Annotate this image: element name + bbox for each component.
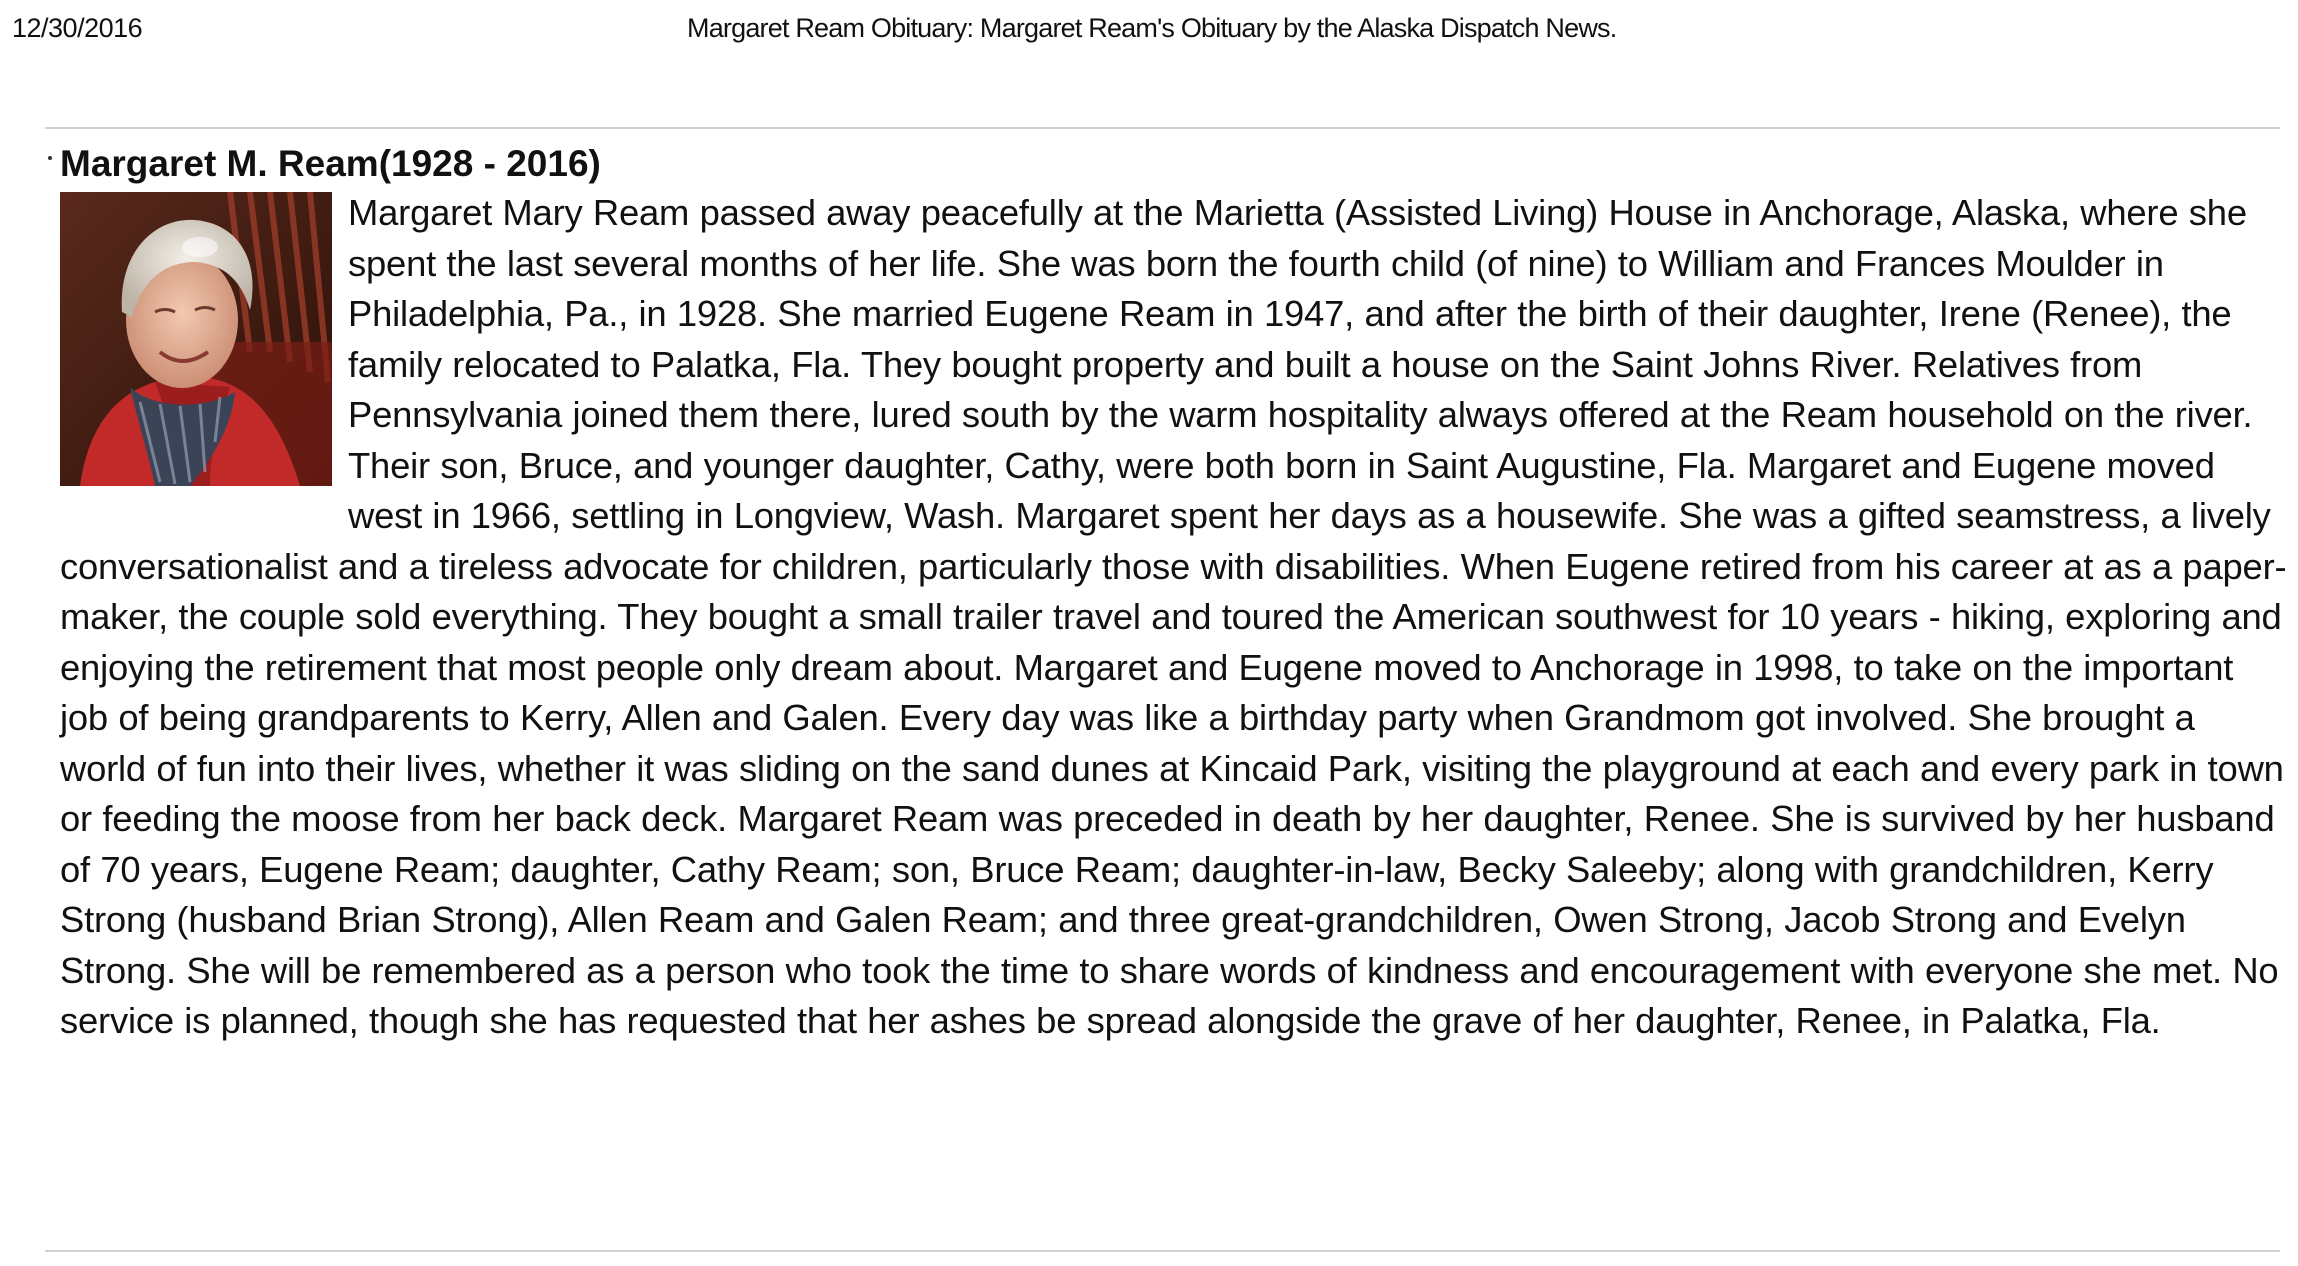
bottom-divider xyxy=(45,1250,2280,1252)
obituary-body xyxy=(60,188,2290,1047)
print-date: 12/30/2016 xyxy=(12,13,143,43)
obituary-article xyxy=(60,140,2290,1047)
print-page-title: Margaret Ream Obituary: Margaret Ream's Obituary by the Alaska Dispatch News. xyxy=(687,13,1617,43)
bullet-mark xyxy=(48,156,52,160)
portrait-photo xyxy=(60,192,332,486)
portrait-illustration xyxy=(60,192,332,486)
print-header xyxy=(12,8,2286,48)
obituary-headline: Margaret M. Ream(1928 - 2016) xyxy=(60,143,601,184)
top-divider xyxy=(45,127,2280,129)
obituary-text: Margaret Mary Ream passed away peacefully at the Marietta (Assisted Living) House in Anchorage, Alaska, where she spent the last several months of her life. She was born the fourth child (of nine) to William and Frances Moulder in Philadelphia, Pa., in 1928. She married Eugene Ream in 1947, and after the birth of their daughter, Irene (Renee), the family relocated to Palatka, Fla. They bought property and built a house on the Saint Johns River. Relatives from Pennsylvania joined them there, lured south by the warm hospitality always offered at the Ream household on the river. Their son, Bruce, and younger daughter, Cathy, were both born in Saint Augustine, Fla. Margaret and Eugene moved west in 1966, settling in Longview, Wash. Margaret spent her days as a housewife. She was a gifted seamstress, a lively conversationalist and a tireless advocate for children, particularly those with disabilities. When Eugene retired from his career at as a paper-maker, the couple sold everything. They bought a small trailer travel and toured the American southwest for 10 years - hiking, exploring and enjoying the retirement that most people only dream about. Margaret and Eugene moved to Anchorage in 1998, to take on the important job of being grandparents to Kerry, Allen and Galen. Every day was like a birthday party when Grandmom got involved. She brought a world of fun into their lives, whether it was sliding on the sand dunes at Kincaid Park, visiting the playground at each and every park in town or feeding the moose from her back deck. Margaret Ream was preceded in death by her daughter, Renee. She is survived by her husband of 70 years, Eugene Ream; daughter, Cathy Ream; son, Bruce Ream; daughter-in-law, Becky Saleeby; along with grandchildren, Kerry Strong (husband Brian Strong), Allen Ream and Galen Ream; and three great-grandchildren, Owen Strong, Jacob Strong and Evelyn Strong. She will be remembered as a person who took the time to share words of kindness and encouragement with everyone she met. No service is planned, though she has requested that her ashes be spread alongside the grave of her daughter, Renee, in Palatka, Fla. xyxy=(60,192,2287,1041)
